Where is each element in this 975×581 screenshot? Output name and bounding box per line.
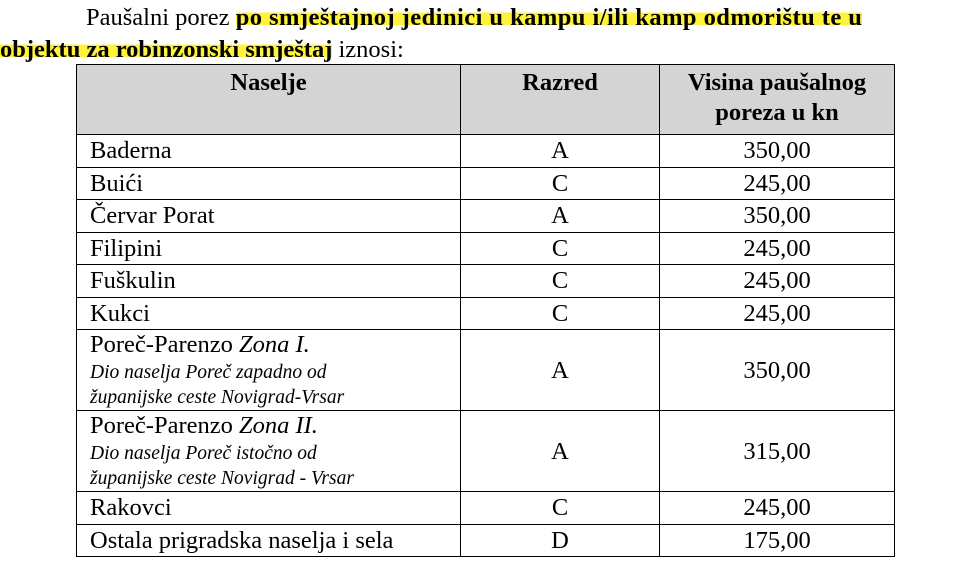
intro-text-after: iznosi: (332, 36, 404, 63)
zone-note-line-1: Dio naselja Poreč istočno od (90, 443, 317, 464)
table-row (77, 232, 895, 265)
cell-naselje: Baderna (77, 135, 461, 168)
zone-note-line-1: Dio naselja Poreč zapadno od (90, 362, 327, 383)
table-row (77, 265, 895, 298)
cell-iznos: 350,00 (660, 330, 895, 411)
intro-line-2 (0, 36, 404, 63)
zone-note-line-2: županijske ceste Novigrad - Vrsar (90, 468, 354, 489)
zone-label: Zona II. (238, 412, 318, 439)
intro-paragraph (0, 2, 975, 66)
zone-label: Zona I. (238, 331, 310, 358)
cell-razred: A (461, 135, 660, 168)
cell-naselje: Ostala prigradska naselja i sela (77, 524, 461, 557)
cell-razred: C (461, 492, 660, 525)
zone-place-name: Poreč-Parenzo (90, 331, 239, 358)
header-razred: Razred (461, 65, 660, 135)
cell-razred: C (461, 297, 660, 330)
cell-naselje-zone (77, 411, 461, 492)
table-row (77, 200, 895, 233)
cell-iznos: 245,00 (660, 167, 895, 200)
table-row (77, 297, 895, 330)
header-visina-line-2: poreza u kn (715, 99, 839, 126)
table-header-row (77, 65, 895, 135)
cell-iznos: 350,00 (660, 200, 895, 233)
cell-naselje: Kukci (77, 297, 461, 330)
highlighted-text-2: objektu za robinzonski smještaj (0, 36, 333, 63)
header-visina-line-1: Visina paušalnog (687, 69, 867, 96)
cell-iznos: 245,00 (660, 297, 895, 330)
cell-iznos: 245,00 (660, 265, 895, 298)
cell-naselje: Červar Porat (77, 200, 461, 233)
cell-naselje: Filipini (77, 232, 461, 265)
cell-iznos: 315,00 (660, 411, 895, 492)
table-row (77, 167, 895, 200)
table-row-zone (77, 411, 895, 492)
header-naselje: Naselje (77, 65, 461, 135)
cell-iznos: 175,00 (660, 524, 895, 557)
cell-razred: C (461, 232, 660, 265)
zone-note-line-2: županijske ceste Novigrad-Vrsar (90, 387, 345, 408)
cell-naselje-zone (77, 330, 461, 411)
cell-iznos: 350,00 (660, 135, 895, 168)
zone-title (90, 411, 460, 441)
cell-razred: C (461, 167, 660, 200)
cell-razred: A (461, 411, 660, 492)
intro-text-before: Paušalni porez (86, 4, 236, 31)
cell-razred: A (461, 330, 660, 411)
table-row-zone (77, 330, 895, 411)
cell-naselje: Rakovci (77, 492, 461, 525)
table-row (77, 524, 895, 557)
zone-title (90, 330, 460, 360)
cell-naselje: Fuškulin (77, 265, 461, 298)
zone-place-name: Poreč-Parenzo (90, 412, 239, 439)
cell-razred: A (461, 200, 660, 233)
highlighted-text-1: po smještajnoj jedinici u kampu i/ili kamp odmorištu te u (235, 4, 863, 31)
cell-razred: C (461, 265, 660, 298)
table-row (77, 492, 895, 525)
cell-iznos: 245,00 (660, 492, 895, 525)
header-visina (660, 65, 895, 135)
cell-iznos: 245,00 (660, 232, 895, 265)
tax-table (76, 64, 895, 557)
table-row (77, 135, 895, 168)
cell-razred: D (461, 524, 660, 557)
intro-line-1 (0, 4, 862, 31)
cell-naselje: Buići (77, 167, 461, 200)
